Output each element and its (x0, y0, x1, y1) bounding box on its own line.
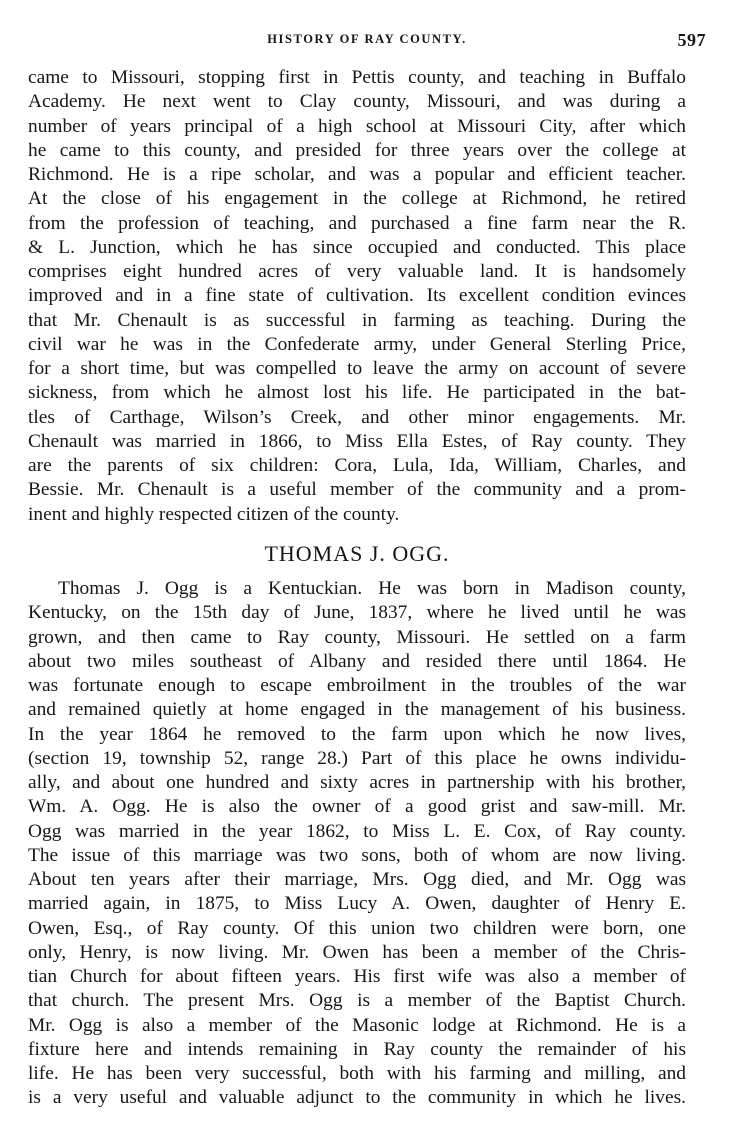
text-line: about two miles southeast of Albany and resided there until 1864. He (28, 650, 686, 672)
continued-entry-text (28, 66, 686, 527)
text-line: Academy. He next went to Clay county, Missouri, and was during a (28, 91, 686, 113)
text-line: Bessie. Mr. Chenault is a useful member of the community and a prom- (28, 479, 686, 501)
text-line: Mr. Ogg is also a member of the Masonic lodge at Richmond. He is a (28, 1014, 686, 1036)
text-line: About ten years after their marriage, Mrs. Ogg died, and Mr. Ogg was (28, 869, 686, 890)
biography-heading: THOMAS J. OGG. (264, 541, 450, 566)
text-line: inent and highly respected citizen of the county. (28, 503, 400, 525)
text-line: tian Church for about fifteen years. His first wife was also a member of (28, 966, 686, 987)
text-line: and remained quietly at home engaged in the management of his business. (28, 699, 686, 721)
text-line: came to Missouri, stopping first in Pettis county, and teaching in Buffalo (28, 67, 686, 88)
text-line: civil war he was in the Confederate army, under General Sterling Price, (28, 333, 686, 355)
text-line: Richmond. He is a ripe scholar, and was a popular and efficient teacher. (28, 164, 686, 185)
text-line: comprises eight hundred acres of very valuable land. It is handsomely (28, 261, 686, 282)
text-line: Owen, Esq., of Ray county. Of this union two children were born, one (28, 917, 686, 939)
text-line: number of years principal of a high school at Missouri City, after which (28, 115, 686, 137)
text-line: (section 19, township 52, range 28.) Part of this place he owns individu- (28, 747, 686, 769)
text-line: only, Henry, is now living. Mr. Owen has been a member of the Chris- (28, 941, 686, 963)
text-line: improved and in a fine state of cultivation. Its excellent condition evinces (28, 285, 686, 307)
text-line: Thomas J. Ogg is a Kentuckian. He was born in Madison county, (58, 578, 686, 599)
text-line: ally, and about one hundred and sixty acres in partnership with his brother, (28, 772, 686, 793)
text-line: life. He has been very successful, both with his farming and milling, and (28, 1063, 686, 1084)
running-header (28, 30, 706, 54)
biography-text (28, 577, 686, 1111)
text-line: he came to this county, and presided for three years over the college at (28, 139, 686, 161)
text-line: married again, in 1875, to Miss Lucy A. Owen, daughter of Henry E. (28, 893, 686, 915)
text-line: Chenault was married in 1866, to Miss Ella Estes, of Ray county. They (28, 430, 686, 452)
text-line: In the year 1864 he removed to the farm upon which he now lives, (28, 723, 686, 745)
running-title: HISTORY OF RAY COUNTY. (267, 32, 467, 46)
page-number: 597 (677, 30, 706, 50)
text-line: that Mr. Chenault is as successful in farming as teaching. During the (28, 309, 686, 331)
text-line: for a short time, but was compelled to leave the army on account of severe (28, 358, 686, 379)
text-line: Kentucky, on the 15th day of June, 1837, where he lived until he was (28, 602, 686, 624)
text-line: was fortunate enough to escape embroilment in the troubles of the war (28, 675, 686, 696)
text-line: At the close of his engagement in the college at Richmond, he retired (28, 188, 686, 210)
text-line: & L. Junction, which he has since occupied and conducted. This place (28, 236, 686, 258)
text-line: tles of Carthage, Wilson’s Creek, and other minor engagements. Mr. (28, 406, 686, 428)
text-line: are the parents of six children: Cora, Lula, Ida, William, Charles, and (28, 455, 686, 476)
text-line: grown, and then came to Ray county, Missouri. He settled on a farm (28, 626, 686, 648)
text-line: is a very useful and valuable adjunct to the community in which he lives. (28, 1087, 686, 1109)
text-line: from the profession of teaching, and purchased a fine farm near the R. (28, 212, 686, 234)
text-line: The issue of this marriage was two sons, both of whom are now living. (28, 844, 686, 866)
text-line: that church. The present Mrs. Ogg is a member of the Baptist Church. (28, 990, 686, 1012)
text-line: Ogg was married in the year 1862, to Miss L. E. Cox, of Ray county. (28, 820, 686, 842)
text-line: Wm. A. Ogg. He is also the owner of a good grist and saw-mill. Mr. (28, 796, 686, 818)
text-line: sickness, from which he almost lost his life. He participated in the bat- (28, 382, 686, 404)
text-line: fixture here and intends remaining in Ray county the remainder of his (28, 1038, 686, 1060)
